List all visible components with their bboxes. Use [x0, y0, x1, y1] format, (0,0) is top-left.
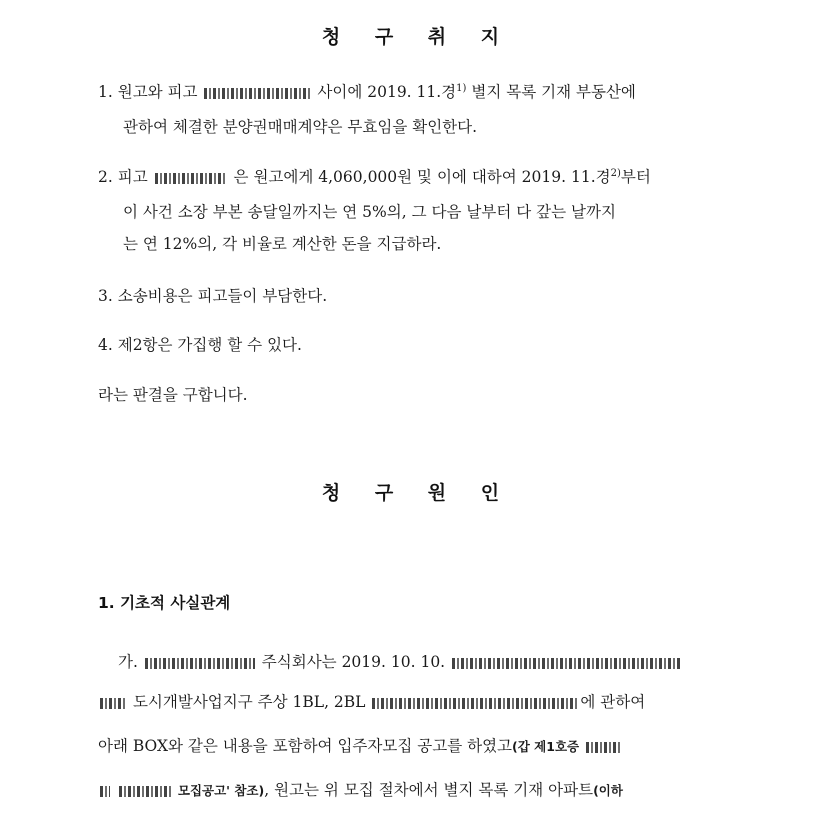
cause-para-line-3 — [98, 734, 622, 756]
cause-para-line-1 — [118, 650, 684, 672]
claim-cause-title: 청 구 원 인 — [321, 482, 514, 504]
district-text: 도시개발사업지구 주상 1BL, 2BL — [132, 693, 366, 711]
evidence-ref-end: 모집공고' 참조) — [177, 783, 265, 798]
item-marker: 가. — [118, 653, 138, 671]
redacted-apartment — [372, 698, 578, 709]
claim-1-lead: 1. 원고와 피고 — [98, 83, 198, 101]
footnote-1-ref: 1) — [456, 83, 467, 94]
claim-3: 3. 소송비용은 피고들이 부담한다. — [98, 287, 328, 305]
footnote-2-ref: 2) — [610, 168, 621, 179]
claim-2-amount: 은 원고에게 4,060,000원 및 이에 대하여 2019. 11.경 — [233, 168, 611, 186]
cause-para-line-4 — [98, 778, 623, 800]
claim-2-rest: 부터 — [620, 168, 651, 186]
claim-2-line-2: 이 사건 소장 부본 송달일까지는 연 5%의, 그 다음 날부터 다 갚는 날까지 — [123, 203, 616, 221]
evidence-ref: (갑 제1호증 — [512, 739, 580, 754]
redacted-name — [204, 88, 310, 99]
regarding-text: 에 관하여 — [580, 693, 646, 711]
company-suffix: 주식회사는 2019. 10. 10. — [261, 653, 446, 671]
claim-1-line-1 — [98, 80, 636, 102]
claim-2-line-3: 는 연 12%의, 각 비율로 계산한 돈을 지급하라. — [123, 235, 442, 253]
claim-2-lead: 2. 피고 — [98, 168, 148, 186]
claim-2-line-1 — [98, 165, 651, 187]
redacted-evidence-name — [119, 786, 171, 797]
claim-closing: 라는 판결을 구합니다. — [98, 386, 248, 404]
redacted-project — [452, 658, 682, 669]
claim-purpose-title: 청 구 취 지 — [321, 26, 514, 48]
redacted-company — [145, 658, 255, 669]
claim-1-rest: 별지 목록 기재 부동산에 — [471, 83, 636, 101]
redacted-evidence-name — [100, 786, 110, 797]
redacted-region — [100, 698, 126, 709]
claim-1-line-2: 관하여 체결한 분양권매매계약은 무효임을 확인한다. — [123, 118, 478, 136]
notice-text: 아래 BOX와 같은 내용을 포함하여 입주자모집 공고를 하였고 — [98, 737, 513, 755]
redacted-evidence-name — [586, 742, 620, 753]
claim-1-date: 사이에 2019. 11.경 — [317, 83, 457, 101]
cause-para-line-2 — [98, 690, 645, 712]
section-heading-basic-facts: 1. 기초적 사실관계 — [98, 594, 231, 612]
redacted-name — [155, 173, 227, 184]
hereinafter-text: (이하 — [593, 783, 623, 798]
plaintiff-text: , 원고는 위 모집 절차에서 별지 목록 기재 아파트 — [264, 781, 594, 799]
claim-4: 4. 제2항은 가집행 할 수 있다. — [98, 336, 302, 354]
